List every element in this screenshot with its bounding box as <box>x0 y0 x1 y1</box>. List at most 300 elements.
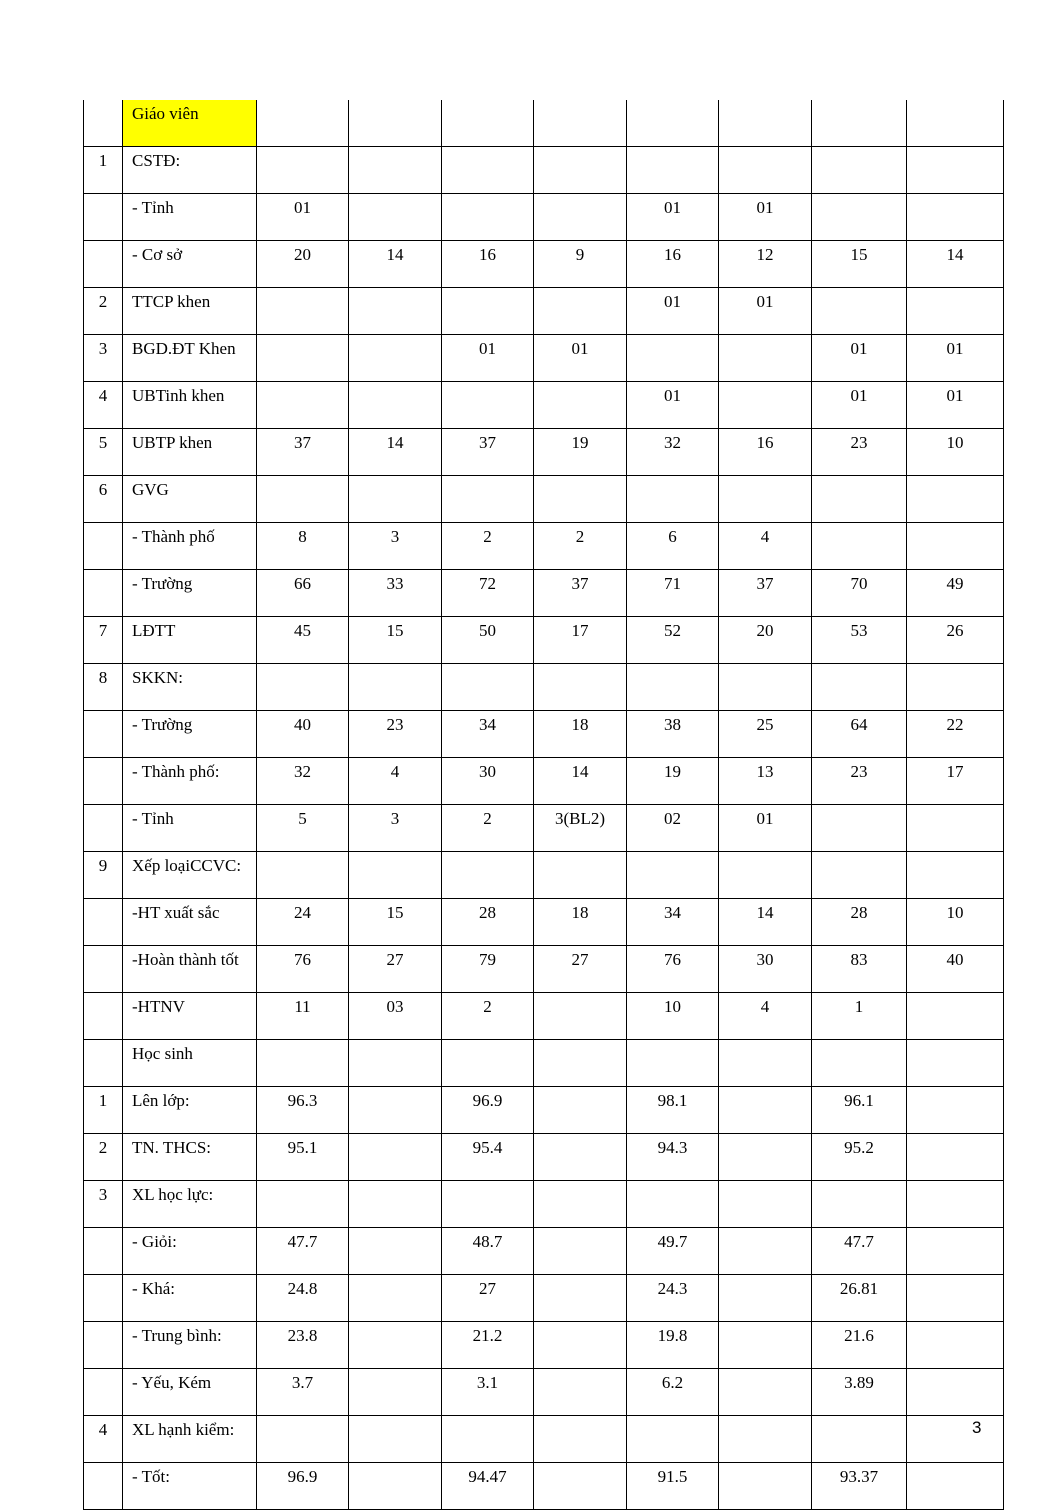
table-row <box>84 194 1004 241</box>
table-row <box>84 288 1004 335</box>
value-cell <box>812 476 907 523</box>
value-cell: 95.2 <box>812 1134 907 1181</box>
value-cell <box>719 852 812 899</box>
table-row <box>84 1322 1004 1369</box>
table-row <box>84 1181 1004 1228</box>
value-cell <box>719 476 812 523</box>
row-label: Xếp loạiCCVC: <box>123 852 257 899</box>
value-cell: 01 <box>812 335 907 382</box>
row-number: 5 <box>84 429 123 476</box>
value-cell <box>812 852 907 899</box>
value-cell <box>627 664 719 711</box>
value-cell <box>442 1181 534 1228</box>
value-cell <box>349 1181 442 1228</box>
table-row <box>84 1040 1004 1087</box>
value-cell: 32 <box>257 758 349 805</box>
table-row <box>84 852 1004 899</box>
value-cell: 25 <box>719 711 812 758</box>
value-cell <box>349 1275 442 1322</box>
row-number <box>84 241 123 288</box>
value-cell <box>907 1040 1004 1087</box>
value-cell <box>812 523 907 570</box>
row-label: LĐTT <box>123 617 257 664</box>
row-number <box>84 993 123 1040</box>
value-cell: 23 <box>812 758 907 805</box>
row-number: 1 <box>84 1087 123 1134</box>
value-cell <box>627 1416 719 1463</box>
value-cell <box>349 1228 442 1275</box>
value-cell: 4 <box>719 523 812 570</box>
value-cell: 14 <box>349 429 442 476</box>
table-row <box>84 1463 1004 1510</box>
value-cell: 3 <box>349 523 442 570</box>
table-row <box>84 993 1004 1040</box>
row-label: -HTNV <box>123 993 257 1040</box>
value-cell <box>719 1087 812 1134</box>
value-cell: 20 <box>719 617 812 664</box>
value-cell <box>442 147 534 194</box>
value-cell <box>627 100 719 147</box>
value-cell: 33 <box>349 570 442 617</box>
value-cell: 3.1 <box>442 1369 534 1416</box>
value-cell <box>719 1275 812 1322</box>
value-cell <box>719 1134 812 1181</box>
value-cell: 47.7 <box>257 1228 349 1275</box>
value-cell <box>534 1322 627 1369</box>
value-cell: 22 <box>907 711 1004 758</box>
value-cell <box>534 100 627 147</box>
value-cell: 01 <box>719 805 812 852</box>
value-cell <box>534 1463 627 1510</box>
value-cell: 01 <box>907 335 1004 382</box>
value-cell <box>534 147 627 194</box>
value-cell <box>442 476 534 523</box>
value-cell: 02 <box>627 805 719 852</box>
value-cell <box>719 1228 812 1275</box>
value-cell <box>719 1181 812 1228</box>
value-cell: 3.7 <box>257 1369 349 1416</box>
row-label: - Yếu, Kém <box>123 1369 257 1416</box>
row-number: 2 <box>84 288 123 335</box>
table-row <box>84 241 1004 288</box>
table-row <box>84 1087 1004 1134</box>
value-cell <box>907 1134 1004 1181</box>
row-label: CSTĐ: <box>123 147 257 194</box>
value-cell: 01 <box>534 335 627 382</box>
value-cell <box>907 1416 1004 1463</box>
value-cell: 79 <box>442 946 534 993</box>
value-cell: 5 <box>257 805 349 852</box>
value-cell <box>442 852 534 899</box>
row-number <box>84 1228 123 1275</box>
value-cell <box>442 288 534 335</box>
section-heading-highlighted: Giáo viên <box>123 100 257 147</box>
value-cell: 24.8 <box>257 1275 349 1322</box>
value-cell: 19.8 <box>627 1322 719 1369</box>
table-row <box>84 617 1004 664</box>
value-cell: 28 <box>812 899 907 946</box>
row-number: 2 <box>84 1134 123 1181</box>
row-label: - Thành phố: <box>123 758 257 805</box>
value-cell: 15 <box>812 241 907 288</box>
value-cell: 27 <box>534 946 627 993</box>
value-cell: 19 <box>534 429 627 476</box>
row-label: - Tốt: <box>123 1463 257 1510</box>
value-cell: 48.7 <box>442 1228 534 1275</box>
value-cell: 32 <box>627 429 719 476</box>
table-row <box>84 570 1004 617</box>
row-number <box>84 100 123 147</box>
table-row <box>84 664 1004 711</box>
value-cell: 4 <box>349 758 442 805</box>
value-cell: 2 <box>442 993 534 1040</box>
row-number <box>84 1040 123 1087</box>
value-cell <box>719 1369 812 1416</box>
value-cell: 38 <box>627 711 719 758</box>
value-cell: 20 <box>257 241 349 288</box>
value-cell <box>349 1087 442 1134</box>
row-number: 3 <box>84 335 123 382</box>
value-cell: 93.37 <box>812 1463 907 1510</box>
value-cell <box>812 194 907 241</box>
row-label: UBTinh khen <box>123 382 257 429</box>
value-cell <box>812 1181 907 1228</box>
row-label: -HT xuất sắc <box>123 899 257 946</box>
value-cell: 13 <box>719 758 812 805</box>
value-cell <box>534 1228 627 1275</box>
table-row <box>84 899 1004 946</box>
value-cell <box>812 1416 907 1463</box>
value-cell: 6 <box>627 523 719 570</box>
row-number <box>84 805 123 852</box>
value-cell <box>349 1040 442 1087</box>
row-label: UBTP khen <box>123 429 257 476</box>
value-cell <box>534 1040 627 1087</box>
value-cell: 16 <box>442 241 534 288</box>
table-row <box>84 476 1004 523</box>
row-label: - Thành phố <box>123 523 257 570</box>
value-cell: 2 <box>442 805 534 852</box>
table-row <box>84 1228 1004 1275</box>
row-label: - Trường <box>123 570 257 617</box>
value-cell: 64 <box>812 711 907 758</box>
value-cell <box>627 1040 719 1087</box>
value-cell <box>349 1463 442 1510</box>
row-label: -Hoàn thành tốt <box>123 946 257 993</box>
value-cell: 14 <box>349 241 442 288</box>
value-cell <box>442 1416 534 1463</box>
value-cell: 23 <box>812 429 907 476</box>
value-cell <box>907 1369 1004 1416</box>
value-cell: 4 <box>719 993 812 1040</box>
value-cell <box>719 147 812 194</box>
value-cell <box>534 288 627 335</box>
value-cell <box>907 664 1004 711</box>
table-row <box>84 1416 1004 1463</box>
row-number: 1 <box>84 147 123 194</box>
value-cell <box>257 852 349 899</box>
value-cell: 14 <box>534 758 627 805</box>
value-cell <box>812 805 907 852</box>
value-cell <box>349 1134 442 1181</box>
value-cell <box>534 1369 627 1416</box>
statistics-table <box>83 100 1004 1510</box>
value-cell: 10 <box>907 899 1004 946</box>
value-cell <box>627 147 719 194</box>
value-cell: 76 <box>627 946 719 993</box>
table-body <box>84 100 1004 1510</box>
value-cell: 34 <box>442 711 534 758</box>
value-cell: 19 <box>627 758 719 805</box>
value-cell <box>442 100 534 147</box>
value-cell <box>627 1181 719 1228</box>
row-label: - Giỏi: <box>123 1228 257 1275</box>
value-cell: 96.3 <box>257 1087 349 1134</box>
row-label: TTCP khen <box>123 288 257 335</box>
value-cell: 49.7 <box>627 1228 719 1275</box>
value-cell <box>719 1040 812 1087</box>
value-cell <box>907 523 1004 570</box>
value-cell <box>442 194 534 241</box>
row-label: TN. THCS: <box>123 1134 257 1181</box>
value-cell: 2 <box>534 523 627 570</box>
value-cell: 18 <box>534 711 627 758</box>
value-cell: 96.9 <box>257 1463 349 1510</box>
value-cell <box>257 1416 349 1463</box>
table-row <box>84 523 1004 570</box>
row-label: BGD.ĐT Khen <box>123 335 257 382</box>
value-cell: 23 <box>349 711 442 758</box>
value-cell <box>907 100 1004 147</box>
page-number: 3 <box>972 1418 982 1437</box>
value-cell: 96.1 <box>812 1087 907 1134</box>
value-cell: 01 <box>907 382 1004 429</box>
value-cell: 98.1 <box>627 1087 719 1134</box>
value-cell <box>349 100 442 147</box>
value-cell <box>534 1181 627 1228</box>
value-cell <box>907 1087 1004 1134</box>
value-cell: 24.3 <box>627 1275 719 1322</box>
table-row <box>84 382 1004 429</box>
value-cell <box>534 382 627 429</box>
value-cell: 50 <box>442 617 534 664</box>
value-cell <box>349 335 442 382</box>
value-cell: 01 <box>719 288 812 335</box>
value-cell: 18 <box>534 899 627 946</box>
value-cell <box>349 382 442 429</box>
row-label: XL học lực: <box>123 1181 257 1228</box>
row-number <box>84 523 123 570</box>
row-label: - Tỉnh <box>123 805 257 852</box>
row-number <box>84 194 123 241</box>
value-cell <box>907 288 1004 335</box>
value-cell: 24 <box>257 899 349 946</box>
row-label: GVG <box>123 476 257 523</box>
value-cell <box>442 382 534 429</box>
value-cell <box>442 664 534 711</box>
value-cell <box>719 1416 812 1463</box>
row-label: Học sinh <box>123 1040 257 1087</box>
value-cell <box>812 100 907 147</box>
row-number: 3 <box>84 1181 123 1228</box>
row-label: Lên lớp: <box>123 1087 257 1134</box>
value-cell <box>257 664 349 711</box>
value-cell: 37 <box>442 429 534 476</box>
row-number: 6 <box>84 476 123 523</box>
value-cell: 83 <box>812 946 907 993</box>
value-cell <box>907 1228 1004 1275</box>
value-cell <box>719 664 812 711</box>
value-cell: 3.89 <box>812 1369 907 1416</box>
value-cell: 72 <box>442 570 534 617</box>
value-cell: 30 <box>719 946 812 993</box>
value-cell <box>257 476 349 523</box>
value-cell <box>349 1322 442 1369</box>
value-cell: 45 <box>257 617 349 664</box>
value-cell <box>534 993 627 1040</box>
value-cell: 01 <box>627 382 719 429</box>
value-cell: 27 <box>442 1275 534 1322</box>
value-cell: 37 <box>534 570 627 617</box>
value-cell: 16 <box>719 429 812 476</box>
value-cell <box>349 476 442 523</box>
value-cell <box>627 476 719 523</box>
value-cell <box>257 288 349 335</box>
table-row <box>84 1369 1004 1416</box>
row-number: 4 <box>84 1416 123 1463</box>
value-cell <box>907 1275 1004 1322</box>
table-row <box>84 335 1004 382</box>
value-cell: 01 <box>627 194 719 241</box>
value-cell <box>907 852 1004 899</box>
value-cell: 16 <box>627 241 719 288</box>
value-cell <box>719 335 812 382</box>
value-cell <box>257 382 349 429</box>
table-row <box>84 946 1004 993</box>
value-cell <box>812 664 907 711</box>
value-cell <box>534 1275 627 1322</box>
value-cell <box>442 1040 534 1087</box>
value-cell: 1 <box>812 993 907 1040</box>
value-cell: 2 <box>442 523 534 570</box>
value-cell <box>627 335 719 382</box>
row-number <box>84 1369 123 1416</box>
value-cell <box>812 1040 907 1087</box>
value-cell <box>627 852 719 899</box>
value-cell: 01 <box>812 382 907 429</box>
value-cell: 3(BL2) <box>534 805 627 852</box>
value-cell <box>349 664 442 711</box>
value-cell: 94.3 <box>627 1134 719 1181</box>
value-cell: 53 <box>812 617 907 664</box>
value-cell: 37 <box>719 570 812 617</box>
value-cell: 76 <box>257 946 349 993</box>
value-cell <box>534 194 627 241</box>
row-number <box>84 1463 123 1510</box>
value-cell <box>907 1181 1004 1228</box>
value-cell <box>534 852 627 899</box>
table-row <box>84 758 1004 805</box>
value-cell: 03 <box>349 993 442 1040</box>
value-cell: 40 <box>257 711 349 758</box>
value-cell <box>257 147 349 194</box>
value-cell: 12 <box>719 241 812 288</box>
value-cell: 21.6 <box>812 1322 907 1369</box>
value-cell <box>257 1181 349 1228</box>
value-cell <box>349 288 442 335</box>
value-cell: 40 <box>907 946 1004 993</box>
value-cell: 66 <box>257 570 349 617</box>
value-cell: 15 <box>349 899 442 946</box>
value-cell: 01 <box>257 194 349 241</box>
value-cell: 6.2 <box>627 1369 719 1416</box>
value-cell <box>257 100 349 147</box>
value-cell: 9 <box>534 241 627 288</box>
table-row <box>84 100 1004 147</box>
row-number <box>84 899 123 946</box>
value-cell: 26.81 <box>812 1275 907 1322</box>
value-cell <box>907 476 1004 523</box>
value-cell <box>719 382 812 429</box>
table-row <box>84 429 1004 476</box>
value-cell <box>719 100 812 147</box>
value-cell: 49 <box>907 570 1004 617</box>
value-cell: 3 <box>349 805 442 852</box>
value-cell: 27 <box>349 946 442 993</box>
table-row <box>84 1134 1004 1181</box>
row-number <box>84 1275 123 1322</box>
value-cell <box>907 194 1004 241</box>
value-cell: 52 <box>627 617 719 664</box>
value-cell <box>257 335 349 382</box>
value-cell: 94.47 <box>442 1463 534 1510</box>
value-cell <box>907 147 1004 194</box>
row-number: 8 <box>84 664 123 711</box>
value-cell <box>534 1134 627 1181</box>
row-number <box>84 758 123 805</box>
row-number: 9 <box>84 852 123 899</box>
value-cell <box>812 288 907 335</box>
value-cell: 10 <box>907 429 1004 476</box>
value-cell: 01 <box>627 288 719 335</box>
value-cell <box>719 1463 812 1510</box>
value-cell: 34 <box>627 899 719 946</box>
row-label: - Khá: <box>123 1275 257 1322</box>
value-cell <box>907 1322 1004 1369</box>
value-cell: 37 <box>257 429 349 476</box>
value-cell <box>349 147 442 194</box>
table-row <box>84 805 1004 852</box>
value-cell <box>719 1322 812 1369</box>
table-row <box>84 147 1004 194</box>
value-cell <box>349 1369 442 1416</box>
value-cell: 17 <box>534 617 627 664</box>
value-cell: 95.1 <box>257 1134 349 1181</box>
row-number <box>84 570 123 617</box>
value-cell: 21.2 <box>442 1322 534 1369</box>
value-cell: 26 <box>907 617 1004 664</box>
value-cell <box>812 147 907 194</box>
value-cell: 70 <box>812 570 907 617</box>
value-cell: 14 <box>719 899 812 946</box>
value-cell <box>534 1416 627 1463</box>
value-cell <box>349 852 442 899</box>
value-cell <box>349 194 442 241</box>
table-row <box>84 711 1004 758</box>
row-label: - Tỉnh <box>123 194 257 241</box>
value-cell: 01 <box>442 335 534 382</box>
value-cell <box>257 1040 349 1087</box>
